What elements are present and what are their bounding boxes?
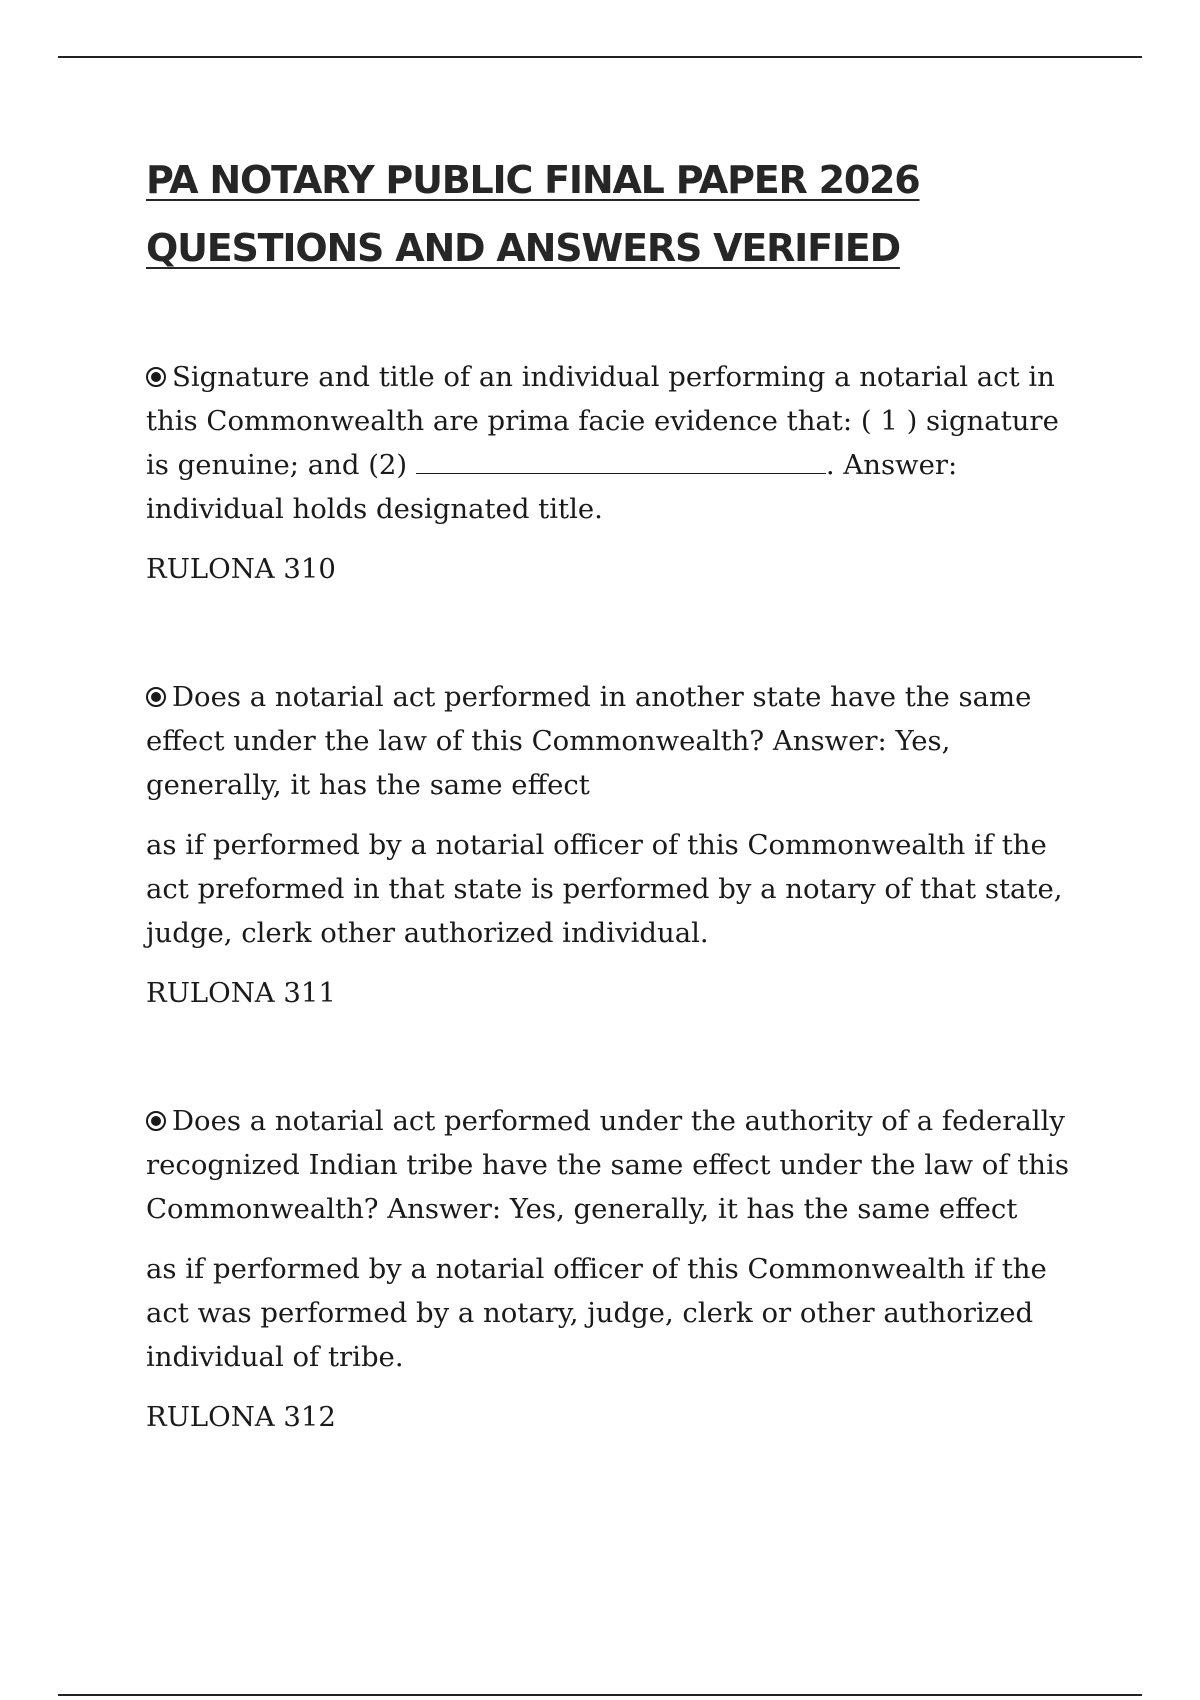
title-line-2: QUESTIONS AND ANSWERS VERIFIED <box>146 226 900 270</box>
question-block-1 <box>146 355 1076 591</box>
question-text: Does a notarial act performed in another state have the same effect under the law of this Commonwealth? Answer: Yes, generally, it has the same effect <box>146 681 1032 801</box>
question-text: Signature and title of an individual performing a notarial act in this Commonwealth are prima facie evidence that: ( 1 ) signature is genuine; and (2) . Answer: individual holds designated title. <box>146 361 1059 525</box>
radio-bullet-icon <box>146 367 166 387</box>
document-body <box>146 355 1076 1439</box>
answer-blank <box>416 473 826 474</box>
question-block-3 <box>146 1099 1076 1439</box>
bottom-rule <box>58 1694 1142 1696</box>
answer-continuation: as if performed by a notarial officer of this Commonwealth if the act was performed by a notary, judge, clerk or other authorized individual of tribe. <box>146 1253 1047 1373</box>
rulona-reference: RULONA 312 <box>146 1401 336 1433</box>
rulona-reference: RULONA 310 <box>146 553 336 585</box>
top-rule <box>58 56 1142 58</box>
question-text: Does a notarial act performed under the authority of a federally recognized Indian tribe have the same effect under the law of this Commonwealth? Answer: Yes, generally, it has the same effect <box>146 1105 1069 1225</box>
title-line-1: PA NOTARY PUBLIC FINAL PAPER 2026 <box>146 158 920 202</box>
radio-bullet-icon <box>146 1111 166 1131</box>
radio-bullet-icon <box>146 687 166 707</box>
answer-continuation: as if performed by a notarial officer of this Commonwealth if the act preformed in that state is performed by a notary of that state, judge, clerk other authorized individual. <box>146 829 1063 949</box>
document-title <box>146 146 1106 282</box>
question-block-2 <box>146 675 1076 1015</box>
rulona-reference: RULONA 311 <box>146 977 336 1009</box>
